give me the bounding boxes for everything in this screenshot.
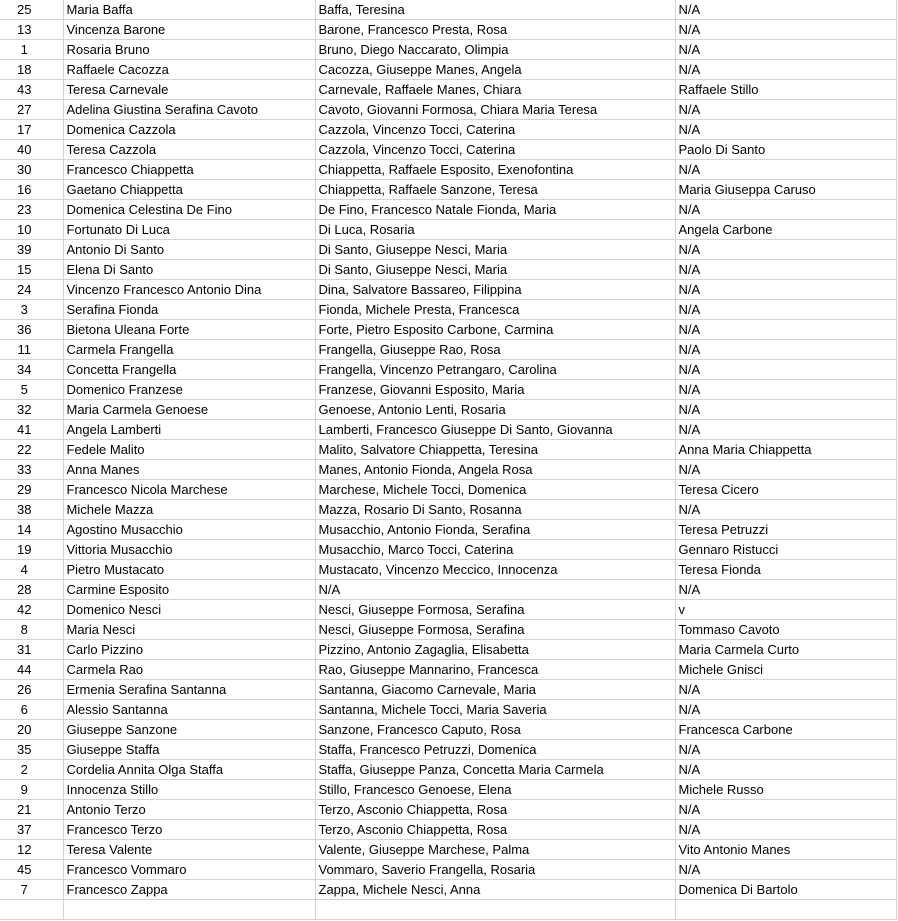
table-row	[0, 520, 896, 540]
table-row	[0, 140, 896, 160]
id-cell[interactable]: 26	[0, 680, 63, 700]
parents-cell[interactable]: Mazza, Rosario Di Santo, Rosanna	[315, 500, 675, 520]
table-row	[0, 80, 896, 100]
table-row	[0, 220, 896, 240]
id-cell[interactable]: 35	[0, 740, 63, 760]
id-cell[interactable]: 16	[0, 180, 63, 200]
name-cell[interactable]: Domenica Celestina De Fino	[63, 200, 315, 220]
name-cell[interactable]: Francesco Nicola Marchese	[63, 480, 315, 500]
parents-cell[interactable]: Chiappetta, Raffaele Sanzone, Teresa	[315, 180, 675, 200]
table-row	[0, 180, 896, 200]
spouse-cell[interactable]: N/A	[675, 300, 896, 320]
table-row	[0, 580, 896, 600]
name-cell[interactable]: Gaetano Chiappetta	[63, 180, 315, 200]
id-cell[interactable]: 42	[0, 600, 63, 620]
parents-cell[interactable]: Valente, Giuseppe Marchese, Palma	[315, 840, 675, 860]
parents-cell[interactable]: Genoese, Antonio Lenti, Rosaria	[315, 400, 675, 420]
parents-cell[interactable]: Santanna, Michele Tocci, Maria Saveria	[315, 700, 675, 720]
name-cell[interactable]: Carmine Esposito	[63, 580, 315, 600]
parents-cell[interactable]: Terzo, Asconio Chiappetta, Rosa	[315, 800, 675, 820]
parents-cell[interactable]: Manes, Antonio Fionda, Angela Rosa	[315, 460, 675, 480]
name-cell[interactable]: Domenica Cazzola	[63, 120, 315, 140]
table-row	[0, 280, 896, 300]
id-cell[interactable]: 10	[0, 220, 63, 240]
id-cell[interactable]: 25	[0, 0, 63, 20]
id-cell[interactable]: 39	[0, 240, 63, 260]
name-cell[interactable]: Antonio Terzo	[63, 800, 315, 820]
spouse-cell[interactable]: N/A	[675, 320, 896, 340]
parents-cell[interactable]: N/A	[315, 580, 675, 600]
spouse-cell[interactable]: v	[675, 600, 896, 620]
parents-cell[interactable]: Marchese, Michele Tocci, Domenica	[315, 480, 675, 500]
table-row	[0, 680, 896, 700]
empty-row	[0, 900, 896, 920]
name-cell[interactable]: Serafina Fionda	[63, 300, 315, 320]
table-row	[0, 340, 896, 360]
id-cell[interactable]: 44	[0, 660, 63, 680]
spouse-cell[interactable]: N/A	[675, 260, 896, 280]
spouse-cell[interactable]: N/A	[675, 200, 896, 220]
id-cell[interactable]: 4	[0, 560, 63, 580]
name-cell[interactable]: Vittoria Musacchio	[63, 540, 315, 560]
parents-cell[interactable]: Rao, Giuseppe Mannarino, Francesca	[315, 660, 675, 680]
spouse-cell[interactable]: Angela Carbone	[675, 220, 896, 240]
parents-cell[interactable]: Cazzola, Vincenzo Tocci, Caterina	[315, 120, 675, 140]
empty-cell[interactable]	[675, 900, 896, 920]
parents-cell[interactable]: Di Luca, Rosaria	[315, 220, 675, 240]
spouse-cell[interactable]: Michele Russo	[675, 780, 896, 800]
table-row	[0, 780, 896, 800]
name-cell[interactable]: Pietro Mustacato	[63, 560, 315, 580]
name-cell[interactable]: Carlo Pizzino	[63, 640, 315, 660]
spouse-cell[interactable]: Michele Gnisci	[675, 660, 896, 680]
spouse-cell[interactable]: N/A	[675, 420, 896, 440]
parents-cell[interactable]: Nesci, Giuseppe Formosa, Serafina	[315, 620, 675, 640]
name-cell[interactable]: Agostino Musacchio	[63, 520, 315, 540]
spouse-cell[interactable]: Teresa Petruzzi	[675, 520, 896, 540]
id-cell[interactable]: 27	[0, 100, 63, 120]
table-row	[0, 240, 896, 260]
table-row	[0, 320, 896, 340]
name-cell[interactable]: Giuseppe Sanzone	[63, 720, 315, 740]
id-cell[interactable]: 33	[0, 460, 63, 480]
name-cell[interactable]: Bietona Uleana Forte	[63, 320, 315, 340]
name-cell[interactable]: Elena Di Santo	[63, 260, 315, 280]
name-cell[interactable]: Fedele Malito	[63, 440, 315, 460]
table-row	[0, 60, 896, 80]
name-cell[interactable]: Rosaria Bruno	[63, 40, 315, 60]
id-cell[interactable]: 22	[0, 440, 63, 460]
spouse-cell[interactable]: N/A	[675, 760, 896, 780]
parents-cell[interactable]: Dina, Salvatore Bassareo, Filippina	[315, 280, 675, 300]
empty-cell[interactable]	[0, 900, 63, 920]
empty-cell[interactable]	[315, 900, 675, 920]
id-cell[interactable]: 36	[0, 320, 63, 340]
id-cell[interactable]: 14	[0, 520, 63, 540]
table-row	[0, 740, 896, 760]
name-cell[interactable]: Domenico Franzese	[63, 380, 315, 400]
spouse-cell[interactable]: N/A	[675, 700, 896, 720]
id-cell[interactable]: 13	[0, 20, 63, 40]
name-cell[interactable]: Maria Nesci	[63, 620, 315, 640]
id-cell[interactable]: 15	[0, 260, 63, 280]
name-cell[interactable]: Francesco Terzo	[63, 820, 315, 840]
parents-cell[interactable]: Staffa, Giuseppe Panza, Concetta Maria Carmela	[315, 760, 675, 780]
spouse-cell[interactable]: Maria Carmela Curto	[675, 640, 896, 660]
spouse-cell[interactable]: N/A	[675, 860, 896, 880]
name-cell[interactable]: Ermenia Serafina Santanna	[63, 680, 315, 700]
id-cell[interactable]: 31	[0, 640, 63, 660]
table-row	[0, 760, 896, 780]
name-cell[interactable]: Concetta Frangella	[63, 360, 315, 380]
name-cell[interactable]: Carmela Frangella	[63, 340, 315, 360]
spouse-cell[interactable]: Raffaele Stillo	[675, 80, 896, 100]
table-row	[0, 260, 896, 280]
table-row	[0, 400, 896, 420]
id-cell[interactable]: 28	[0, 580, 63, 600]
parents-cell[interactable]: Sanzone, Francesco Caputo, Rosa	[315, 720, 675, 740]
name-cell[interactable]: Cordelia Annita Olga Staffa	[63, 760, 315, 780]
parents-cell[interactable]: Santanna, Giacomo Carnevale, Maria	[315, 680, 675, 700]
table-row	[0, 480, 896, 500]
id-cell[interactable]: 45	[0, 860, 63, 880]
table-row	[0, 880, 896, 900]
id-cell[interactable]: 32	[0, 400, 63, 420]
spouse-cell[interactable]: Domenica Di Bartolo	[675, 880, 896, 900]
name-cell[interactable]: Giuseppe Staffa	[63, 740, 315, 760]
table-row	[0, 600, 896, 620]
table-row	[0, 300, 896, 320]
spouse-cell[interactable]: N/A	[675, 120, 896, 140]
table-row	[0, 560, 896, 580]
id-cell[interactable]: 40	[0, 140, 63, 160]
parents-cell[interactable]: Nesci, Giuseppe Formosa, Serafina	[315, 600, 675, 620]
table-row	[0, 540, 896, 560]
parents-cell[interactable]: Pizzino, Antonio Zagaglia, Elisabetta	[315, 640, 675, 660]
spouse-cell[interactable]: Vito Antonio Manes	[675, 840, 896, 860]
spouse-cell[interactable]: N/A	[675, 240, 896, 260]
spouse-cell[interactable]: N/A	[675, 100, 896, 120]
spouse-cell[interactable]: N/A	[675, 340, 896, 360]
table-row	[0, 40, 896, 60]
table-row	[0, 820, 896, 840]
name-cell[interactable]: Fortunato Di Luca	[63, 220, 315, 240]
spouse-cell[interactable]: N/A	[675, 360, 896, 380]
parents-cell[interactable]: Malito, Salvatore Chiappetta, Teresina	[315, 440, 675, 460]
table-row	[0, 660, 896, 680]
empty-cell[interactable]	[63, 900, 315, 920]
id-cell[interactable]: 43	[0, 80, 63, 100]
spouse-cell[interactable]: N/A	[675, 820, 896, 840]
table-row	[0, 420, 896, 440]
parents-cell[interactable]: Carnevale, Raffaele Manes, Chiara	[315, 80, 675, 100]
name-cell[interactable]: Michele Mazza	[63, 500, 315, 520]
table-row	[0, 640, 896, 660]
name-cell[interactable]: Innocenza Stillo	[63, 780, 315, 800]
spouse-cell[interactable]: N/A	[675, 380, 896, 400]
table-row	[0, 860, 896, 880]
spouse-cell[interactable]: N/A	[675, 20, 896, 40]
parents-cell[interactable]: Di Santo, Giuseppe Nesci, Maria	[315, 240, 675, 260]
spouse-cell[interactable]: N/A	[675, 580, 896, 600]
name-cell[interactable]: Antonio Di Santo	[63, 240, 315, 260]
spouse-cell[interactable]: Gennaro Ristucci	[675, 540, 896, 560]
spouse-cell[interactable]: N/A	[675, 40, 896, 60]
name-cell[interactable]: Vincenza Barone	[63, 20, 315, 40]
table-row	[0, 100, 896, 120]
parents-cell[interactable]: Vommaro, Saverio Frangella, Rosaria	[315, 860, 675, 880]
parents-cell[interactable]: Franzese, Giovanni Esposito, Maria	[315, 380, 675, 400]
spouse-cell[interactable]: Francesca Carbone	[675, 720, 896, 740]
table-row	[0, 200, 896, 220]
parents-cell[interactable]: Musacchio, Marco Tocci, Caterina	[315, 540, 675, 560]
table-row	[0, 20, 896, 40]
parents-cell[interactable]: Baffa, Teresina	[315, 0, 675, 20]
name-cell[interactable]: Francesco Vommaro	[63, 860, 315, 880]
table-row	[0, 160, 896, 180]
parents-cell[interactable]: Zappa, Michele Nesci, Anna	[315, 880, 675, 900]
id-cell[interactable]: 37	[0, 820, 63, 840]
spouse-cell[interactable]: Maria Giuseppa Caruso	[675, 180, 896, 200]
table-row	[0, 120, 896, 140]
parents-cell[interactable]: Staffa, Francesco Petruzzi, Domenica	[315, 740, 675, 760]
id-cell[interactable]: 21	[0, 800, 63, 820]
spouse-cell[interactable]: N/A	[675, 740, 896, 760]
spouse-cell[interactable]: N/A	[675, 460, 896, 480]
id-cell[interactable]: 9	[0, 780, 63, 800]
spouse-cell[interactable]: N/A	[675, 400, 896, 420]
name-cell[interactable]: Francesco Chiappetta	[63, 160, 315, 180]
id-cell[interactable]: 1	[0, 40, 63, 60]
parents-cell[interactable]: De Fino, Francesco Natale Fionda, Maria	[315, 200, 675, 220]
name-cell[interactable]: Teresa Valente	[63, 840, 315, 860]
parents-cell[interactable]: Terzo, Asconio Chiappetta, Rosa	[315, 820, 675, 840]
id-cell[interactable]: 7	[0, 880, 63, 900]
parents-cell[interactable]: Cavoto, Giovanni Formosa, Chiara Maria Teresa	[315, 100, 675, 120]
table-row	[0, 0, 896, 20]
id-cell[interactable]: 24	[0, 280, 63, 300]
name-cell[interactable]: Raffaele Cacozza	[63, 60, 315, 80]
name-cell[interactable]: Domenico Nesci	[63, 600, 315, 620]
spouse-cell[interactable]: Teresa Fionda	[675, 560, 896, 580]
name-cell[interactable]: Anna Manes	[63, 460, 315, 480]
parents-cell[interactable]: Lamberti, Francesco Giuseppe Di Santo, Giovanna	[315, 420, 675, 440]
spouse-cell[interactable]: Paolo Di Santo	[675, 140, 896, 160]
id-cell[interactable]: 38	[0, 500, 63, 520]
name-cell[interactable]: Teresa Cazzola	[63, 140, 315, 160]
parents-cell[interactable]: Mustacato, Vincenzo Meccico, Innocenza	[315, 560, 675, 580]
spouse-cell[interactable]: Anna Maria Chiappetta	[675, 440, 896, 460]
id-cell[interactable]: 23	[0, 200, 63, 220]
id-cell[interactable]: 11	[0, 340, 63, 360]
parents-cell[interactable]: Chiappetta, Raffaele Esposito, Exenofontina	[315, 160, 675, 180]
name-cell[interactable]: Adelina Giustina Serafina Cavoto	[63, 100, 315, 120]
table-row	[0, 700, 896, 720]
name-cell[interactable]: Maria Baffa	[63, 0, 315, 20]
spouse-cell[interactable]: Tommaso Cavoto	[675, 620, 896, 640]
spouse-cell[interactable]: N/A	[675, 680, 896, 700]
id-cell[interactable]: 20	[0, 720, 63, 740]
parents-cell[interactable]: Di Santo, Giuseppe Nesci, Maria	[315, 260, 675, 280]
id-cell[interactable]: 8	[0, 620, 63, 640]
parents-cell[interactable]: Musacchio, Antonio Fionda, Serafina	[315, 520, 675, 540]
id-cell[interactable]: 41	[0, 420, 63, 440]
table-row	[0, 840, 896, 860]
parents-cell[interactable]: Frangella, Giuseppe Rao, Rosa	[315, 340, 675, 360]
spouse-cell[interactable]: N/A	[675, 0, 896, 20]
id-cell[interactable]: 6	[0, 700, 63, 720]
spouse-cell[interactable]: Teresa Cicero	[675, 480, 896, 500]
id-cell[interactable]: 3	[0, 300, 63, 320]
id-cell[interactable]: 29	[0, 480, 63, 500]
parents-cell[interactable]: Frangella, Vincenzo Petrangaro, Carolina	[315, 360, 675, 380]
spouse-cell[interactable]: N/A	[675, 800, 896, 820]
table-row	[0, 440, 896, 460]
id-cell[interactable]: 17	[0, 120, 63, 140]
table-row	[0, 360, 896, 380]
name-cell[interactable]: Angela Lamberti	[63, 420, 315, 440]
spouse-cell[interactable]: N/A	[675, 60, 896, 80]
id-cell[interactable]: 18	[0, 60, 63, 80]
parents-cell[interactable]: Barone, Francesco Presta, Rosa	[315, 20, 675, 40]
parents-cell[interactable]: Fionda, Michele Presta, Francesca	[315, 300, 675, 320]
table-row	[0, 380, 896, 400]
id-cell[interactable]: 12	[0, 840, 63, 860]
table-row	[0, 620, 896, 640]
spouse-cell[interactable]: N/A	[675, 280, 896, 300]
parents-cell[interactable]: Bruno, Diego Naccarato, Olimpia	[315, 40, 675, 60]
name-cell[interactable]: Vincenzo Francesco Antonio Dina	[63, 280, 315, 300]
spouse-cell[interactable]: N/A	[675, 160, 896, 180]
name-cell[interactable]: Francesco Zappa	[63, 880, 315, 900]
table-row	[0, 800, 896, 820]
name-cell[interactable]: Carmela Rao	[63, 660, 315, 680]
table-row	[0, 720, 896, 740]
id-cell[interactable]: 2	[0, 760, 63, 780]
spouse-cell[interactable]: N/A	[675, 500, 896, 520]
name-cell[interactable]: Alessio Santanna	[63, 700, 315, 720]
id-cell[interactable]: 19	[0, 540, 63, 560]
parents-cell[interactable]: Forte, Pietro Esposito Carbone, Carmina	[315, 320, 675, 340]
parents-cell[interactable]: Stillo, Francesco Genoese, Elena	[315, 780, 675, 800]
id-cell[interactable]: 34	[0, 360, 63, 380]
id-cell[interactable]: 30	[0, 160, 63, 180]
parents-cell[interactable]: Cacozza, Giuseppe Manes, Angela	[315, 60, 675, 80]
name-cell[interactable]: Teresa Carnevale	[63, 80, 315, 100]
name-cell[interactable]: Maria Carmela Genoese	[63, 400, 315, 420]
table-row	[0, 460, 896, 480]
parents-cell[interactable]: Cazzola, Vincenzo Tocci, Caterina	[315, 140, 675, 160]
table-row	[0, 500, 896, 520]
id-cell[interactable]: 5	[0, 380, 63, 400]
